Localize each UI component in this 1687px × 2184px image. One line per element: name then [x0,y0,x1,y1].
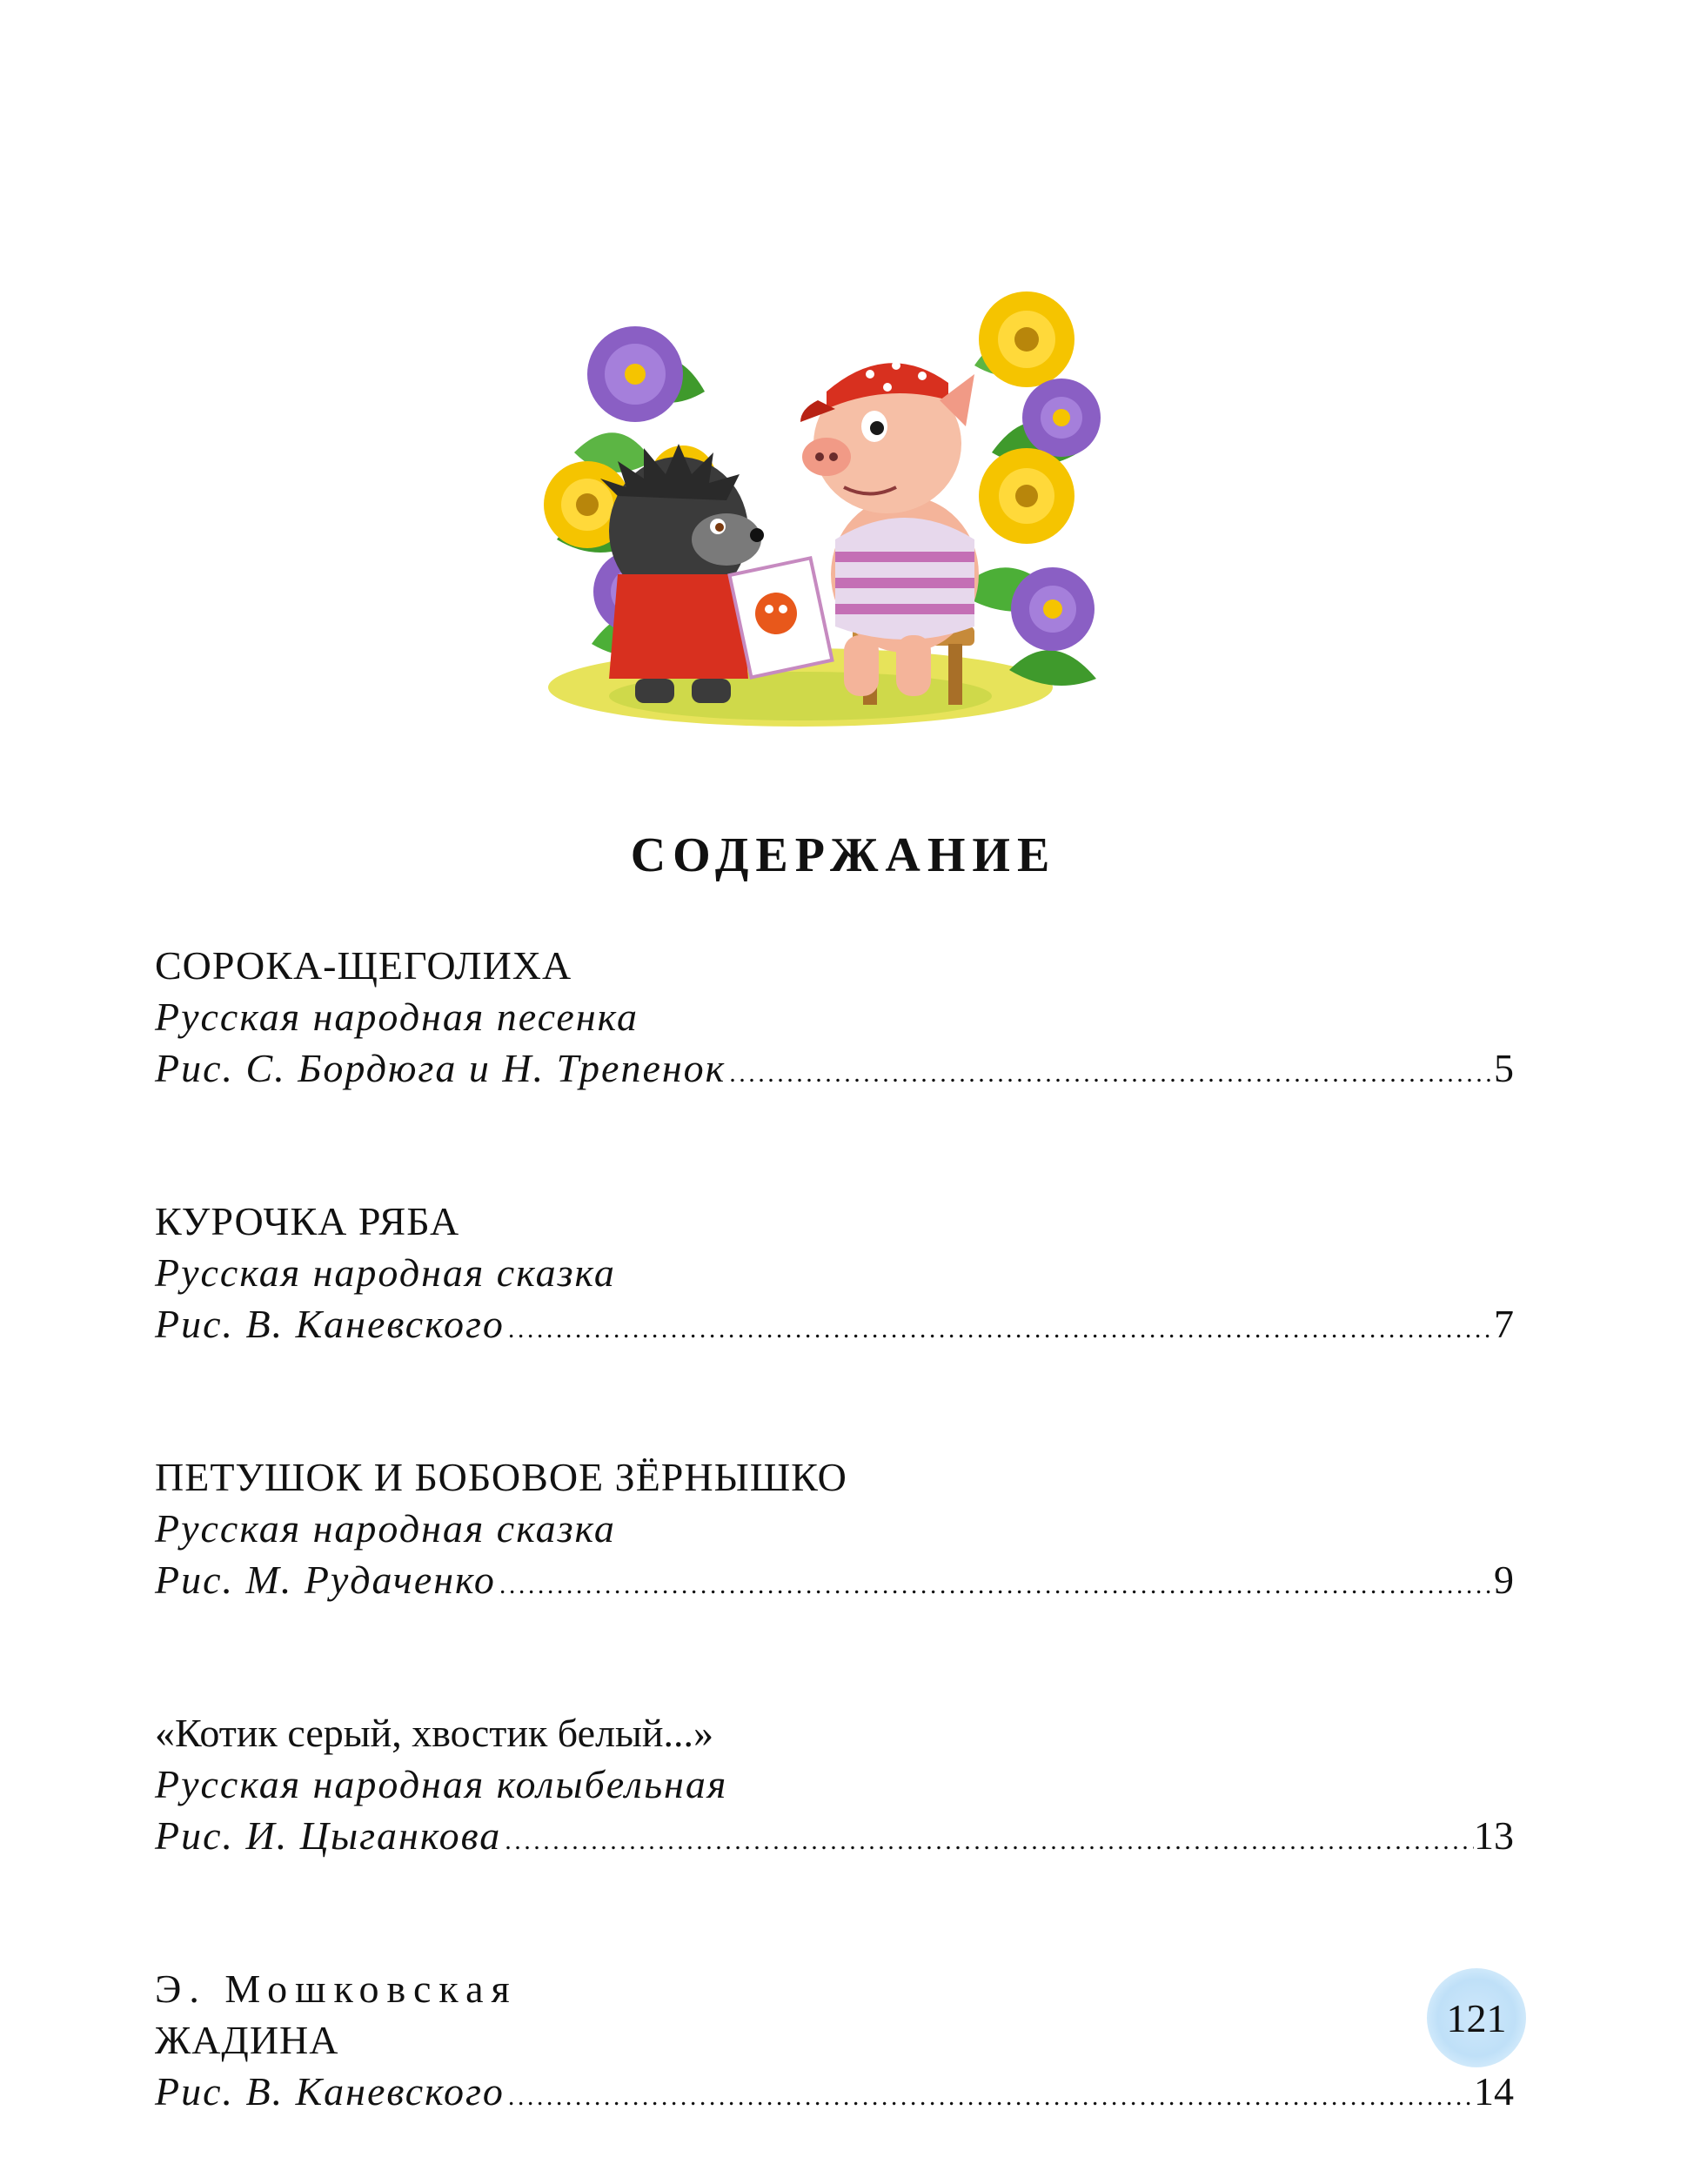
toc-entry-credit-line [155,2066,1514,2117]
toc-entry-subtitle: Русская народная песенка [155,995,639,1039]
toc-entry-credit: Рис. В. Каневского [155,2069,505,2114]
toc-entry-subtitle: Русская народная колыбельная [155,1762,728,1806]
toc-entry-credit-line [155,1810,1514,1861]
dot-leader [726,1042,1494,1099]
page-title: СОДЕРЖАНИЕ [630,828,1057,882]
toc-entry-credit: Рис. В. Каневского [155,1302,505,1346]
toc-entry-credit: Рис. С. Бордюга и Н. Трепенок [155,1046,726,1090]
toc-entry-credit-line [155,1554,1514,1605]
toc-entry-credit: Рис. И. Цыганкова [155,1813,502,1858]
toc-entry-heading: «Котик серый, хвостик белый...» [155,1711,714,1755]
toc-entry-credit: Рис. М. Рудаченко [155,1558,496,1602]
hedgehog-piglet-illustration [539,278,1114,731]
toc-entry-heading: КУРОЧКА РЯБА [155,1199,460,1243]
dot-leader [505,2066,1474,2122]
toc-entry-page: 5 [1494,1046,1514,1090]
toc-entry[interactable] [155,1707,1514,1861]
toc-entry[interactable] [155,940,1514,1094]
toc-entry-credit-line [155,1298,1514,1350]
toc-entry-heading: ПЕТУШОК И БОБОВОЕ ЗЁРНЫШКО [155,1455,847,1499]
toc-entry[interactable] [155,1451,1514,1605]
toc-entry-author: Э. Мошковская [155,1966,518,2011]
toc-entry-heading: ЖАДИНА [155,2018,339,2062]
dot-leader [501,1810,1474,1866]
dot-leader [505,1298,1494,1355]
toc-entry[interactable] [155,1196,1514,1350]
dot-leader [496,1554,1494,1611]
table-of-contents [155,940,1514,2117]
toc-entry[interactable] [155,1963,1514,2117]
toc-entry-heading: СОРОКА-ЩЕГОЛИХА [155,943,572,988]
page-number-badge: 121 [1427,1968,1526,2067]
toc-entry-page: 9 [1494,1558,1514,1602]
toc-entry-page: 7 [1494,1302,1514,1346]
toc-entry-subtitle: Русская народная сказка [155,1250,616,1295]
hedgehog-and-piglet-with-flowers-icon [539,278,1114,731]
toc-entry-page: 14 [1474,2069,1514,2114]
toc-entry-subtitle: Русская народная сказка [155,1506,616,1551]
toc-entry-page: 13 [1474,1813,1514,1858]
toc-entry-credit-line [155,1042,1514,1094]
